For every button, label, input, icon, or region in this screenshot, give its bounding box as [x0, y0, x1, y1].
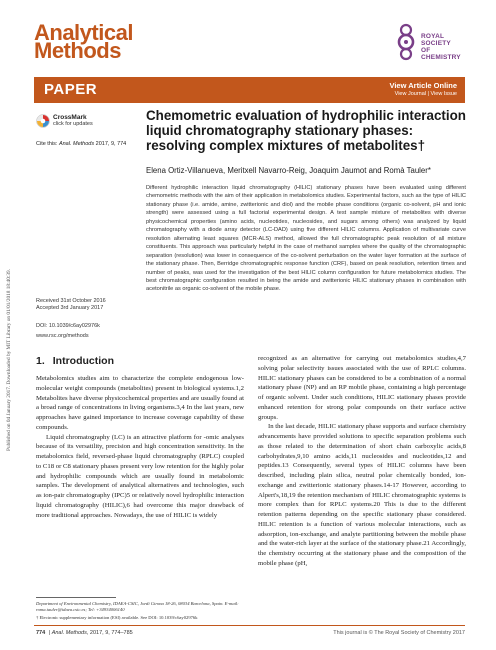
journal-name-line2: Methods: [34, 38, 121, 63]
article-title: Chemometric evaluation of hydrophilic interaction liquid chromatography stationary phases: resolving complex mixtures of metabolites†: [146, 108, 466, 153]
article-authors: Elena Ortiz-Villanueva, Meritxell Navarro-Reig, Joaquim Jaumot and Romà Tauler*: [146, 166, 431, 175]
download-note-text: Published on 04 January 2017. Downloaded by MIT Library on 01/01/2018 18:40:39.: [6, 269, 12, 451]
footnote-divider: [36, 597, 116, 598]
footer-ref: 2017, 9, 774–785: [89, 630, 133, 636]
footer-divider: [34, 625, 465, 626]
banner-links: [389, 81, 457, 97]
footer-copyright: This journal is © The Royal Society of Chemistry 2017: [333, 630, 465, 636]
footnotes: [36, 601, 244, 622]
cite-page: 774: [117, 141, 127, 147]
article-abstract: Different hydrophilic interaction liquid chromatography (HILIC) stationary phases have been evaluated using different chemometric methods with the aim of their application in metabolomics studies. Experimental factors, such as the type of HILIC stationary phase (i.e. amide, amine, zwitterionic and diol) and the mobile phase conditions (organic co-solvent, pH and ionic strength) were assessed using a full factorial experimental design. A test sample mixture of metabolites with diverse physicochemical properties (amino acids, nucleotides, nucleosides, and sugars among others) was analyzed by liquid chromatography with a diode array detector (LC-DAD) using five different HILIC columns. Application of multivariate curve resolution alternating least squares (MCR-ALS) method, allowed the full chromatographic peak resolution of all mixture constituents. This approach was particularly helpful in the case of methanol samples where the quality of the chromatographic separation (resolution) was lower in consequence of the co-solvent perturbation on the water layer formation at the surface of the stationary phase. Then, Berridge chromatographic response function (CRF), based on peak resolution, retention times and number of peaks, was used for the investigation of the best HILIC column configuration for future metabolomics studies. The best chromatographic configuration resulted in being the amide and zwitterionic HILIC stationary phases in combination with acetonitrile as organic co-solvent of the mobile phase.: [146, 185, 466, 293]
crossmark-title: CrossMark: [53, 114, 87, 121]
affiliation-footnote: Department of Environmental Chemistry, IDAEA-CSIC, Jordi Girona 18-26, 08034 Barcelona, Spain. E-mail: roma.tauler@idaea.csic.es; Tel: +34934006140: [36, 601, 239, 613]
section-heading: [36, 355, 114, 367]
section-title: Introduction: [52, 355, 115, 367]
cite-volume: 9,: [110, 141, 116, 147]
received-dates: [36, 298, 106, 312]
accepted-date: Accepted 3rd January 2017: [36, 305, 104, 311]
paragraph: Liquid chromatography (LC) is an attractive platform for -omic analyses because of its versatility, precision and high concentration sensitivity. In the metabolomics field, reversed-phase liquid chromatography (RPLC) coupled to C18 or C8 stationary phases present very low retention for the highly polar and hydrophilic compounds which are usually found in metabolomic samples. The development of analytical alternatives and technologies, such as ion-pair chromatography (IPC)5 or relatively novel hydrophilic interaction liquid chromatography (HILIC),6 had overcome this major drawback of more traditional approaches. Nowadays, the use of HILIC is widely: [36, 433, 244, 519]
crossmark-subtitle: click for updates: [53, 121, 93, 127]
crossmark-icon: [36, 114, 50, 128]
download-note: [4, 170, 14, 550]
rsc-text: [421, 33, 465, 61]
paragraph: Metabolomics studies aim to characterize the complete endogenous low-molecular weight compounds (metabolites) present in biological systems.1,2 Metabolites have diverse physicochemical properties and are usually found at a broad range of concentrations in living organisms.3,4 In the last years, new approaches have gained importance to increase coverage capability of these compounds.: [36, 375, 244, 431]
paper-label: PAPER: [44, 81, 98, 98]
publisher-logo[interactable]: [393, 22, 465, 62]
received-date: Received 31st October 2016: [36, 298, 106, 304]
crossmark-text: [53, 115, 93, 127]
cite-journal: Anal. Methods: [58, 141, 95, 147]
crossmark-badge[interactable]: [36, 114, 93, 128]
paper-banner: [34, 77, 465, 103]
body-column-right: [258, 354, 466, 569]
doi-text[interactable]: DOI: 10.1039/c6ay02976k: [36, 323, 100, 329]
body-column-left: [36, 374, 244, 520]
esi-footnote[interactable]: † Electronic supplementary information (ESI) available. See DOI: 10.1039/c6ay02976k: [36, 614, 198, 620]
page-number: 774: [36, 630, 46, 636]
view-journal-issue-link[interactable]: View Journal | View Issue: [394, 91, 457, 97]
cite-year: 2017,: [95, 141, 110, 147]
cite-prefix: Cite this:: [36, 141, 58, 147]
footer-citation: 774 | Anal. Methods, 2017, 9, 774–785: [36, 630, 133, 636]
paragraph: recognized as an alternative for carrying out metabolomics studies,4,7 solving polar selectivity issues associated with the use of RPLC columns. HILIC stationary phases can be considered to be a combination of a normal stationary phase (NP) and an RP mobile phase, containing a high percentage of organic solvent. Under such conditions, HILIC stationary phases provide enhanced retention for strong polar compounds on their surface active groups.: [258, 355, 466, 421]
footer-journal: Anal. Methods,: [51, 630, 89, 636]
paragraph: In the last decade, HILIC stationary phase supports and surface chemistry advancements have provided solutions to specific separation problems such as those related to the determination of short chain carboxylic acids,8 carbohydrates,9,10 amino acids,11 nucleosides and nucleotides,12 and peptides.13 Consequently, several types of HILIC columns have been described, including plain silica, neutral polar chemically bonded, ion-exchange and zwitterionic stationary phases.14-17 However, according to Alpert's,18,19 the retention mechanism of HILIC chromatographic systems is more complex than for RPLC systems.20 This is due to the different retention patterns depending on the specific stationary phase considered. HILIC retention is a function of various molecular interactions, such as adsorption, ion-exchange, and analyte partitioning between the mobile phase and the water-rich layer at the surface of the stationary phase.21 Accordingly, the chemistry occurring at the stationary phase and the composition of the mobile phase (pH,: [258, 423, 466, 567]
rsc-ring-icon: [393, 22, 419, 62]
rsc-text-line1: ROYAL SOCIETY: [421, 33, 451, 47]
view-article-online-link[interactable]: View Article Online: [389, 81, 457, 90]
journal-name-line1: Analytical: [34, 20, 133, 45]
section-number: 1.: [36, 355, 45, 367]
cite-line: [36, 141, 126, 147]
rsc-text-line2: OF CHEMISTRY: [421, 47, 461, 61]
journal-website-link[interactable]: www.rsc.org/methods: [36, 333, 89, 339]
journal-name[interactable]: [34, 20, 133, 63]
